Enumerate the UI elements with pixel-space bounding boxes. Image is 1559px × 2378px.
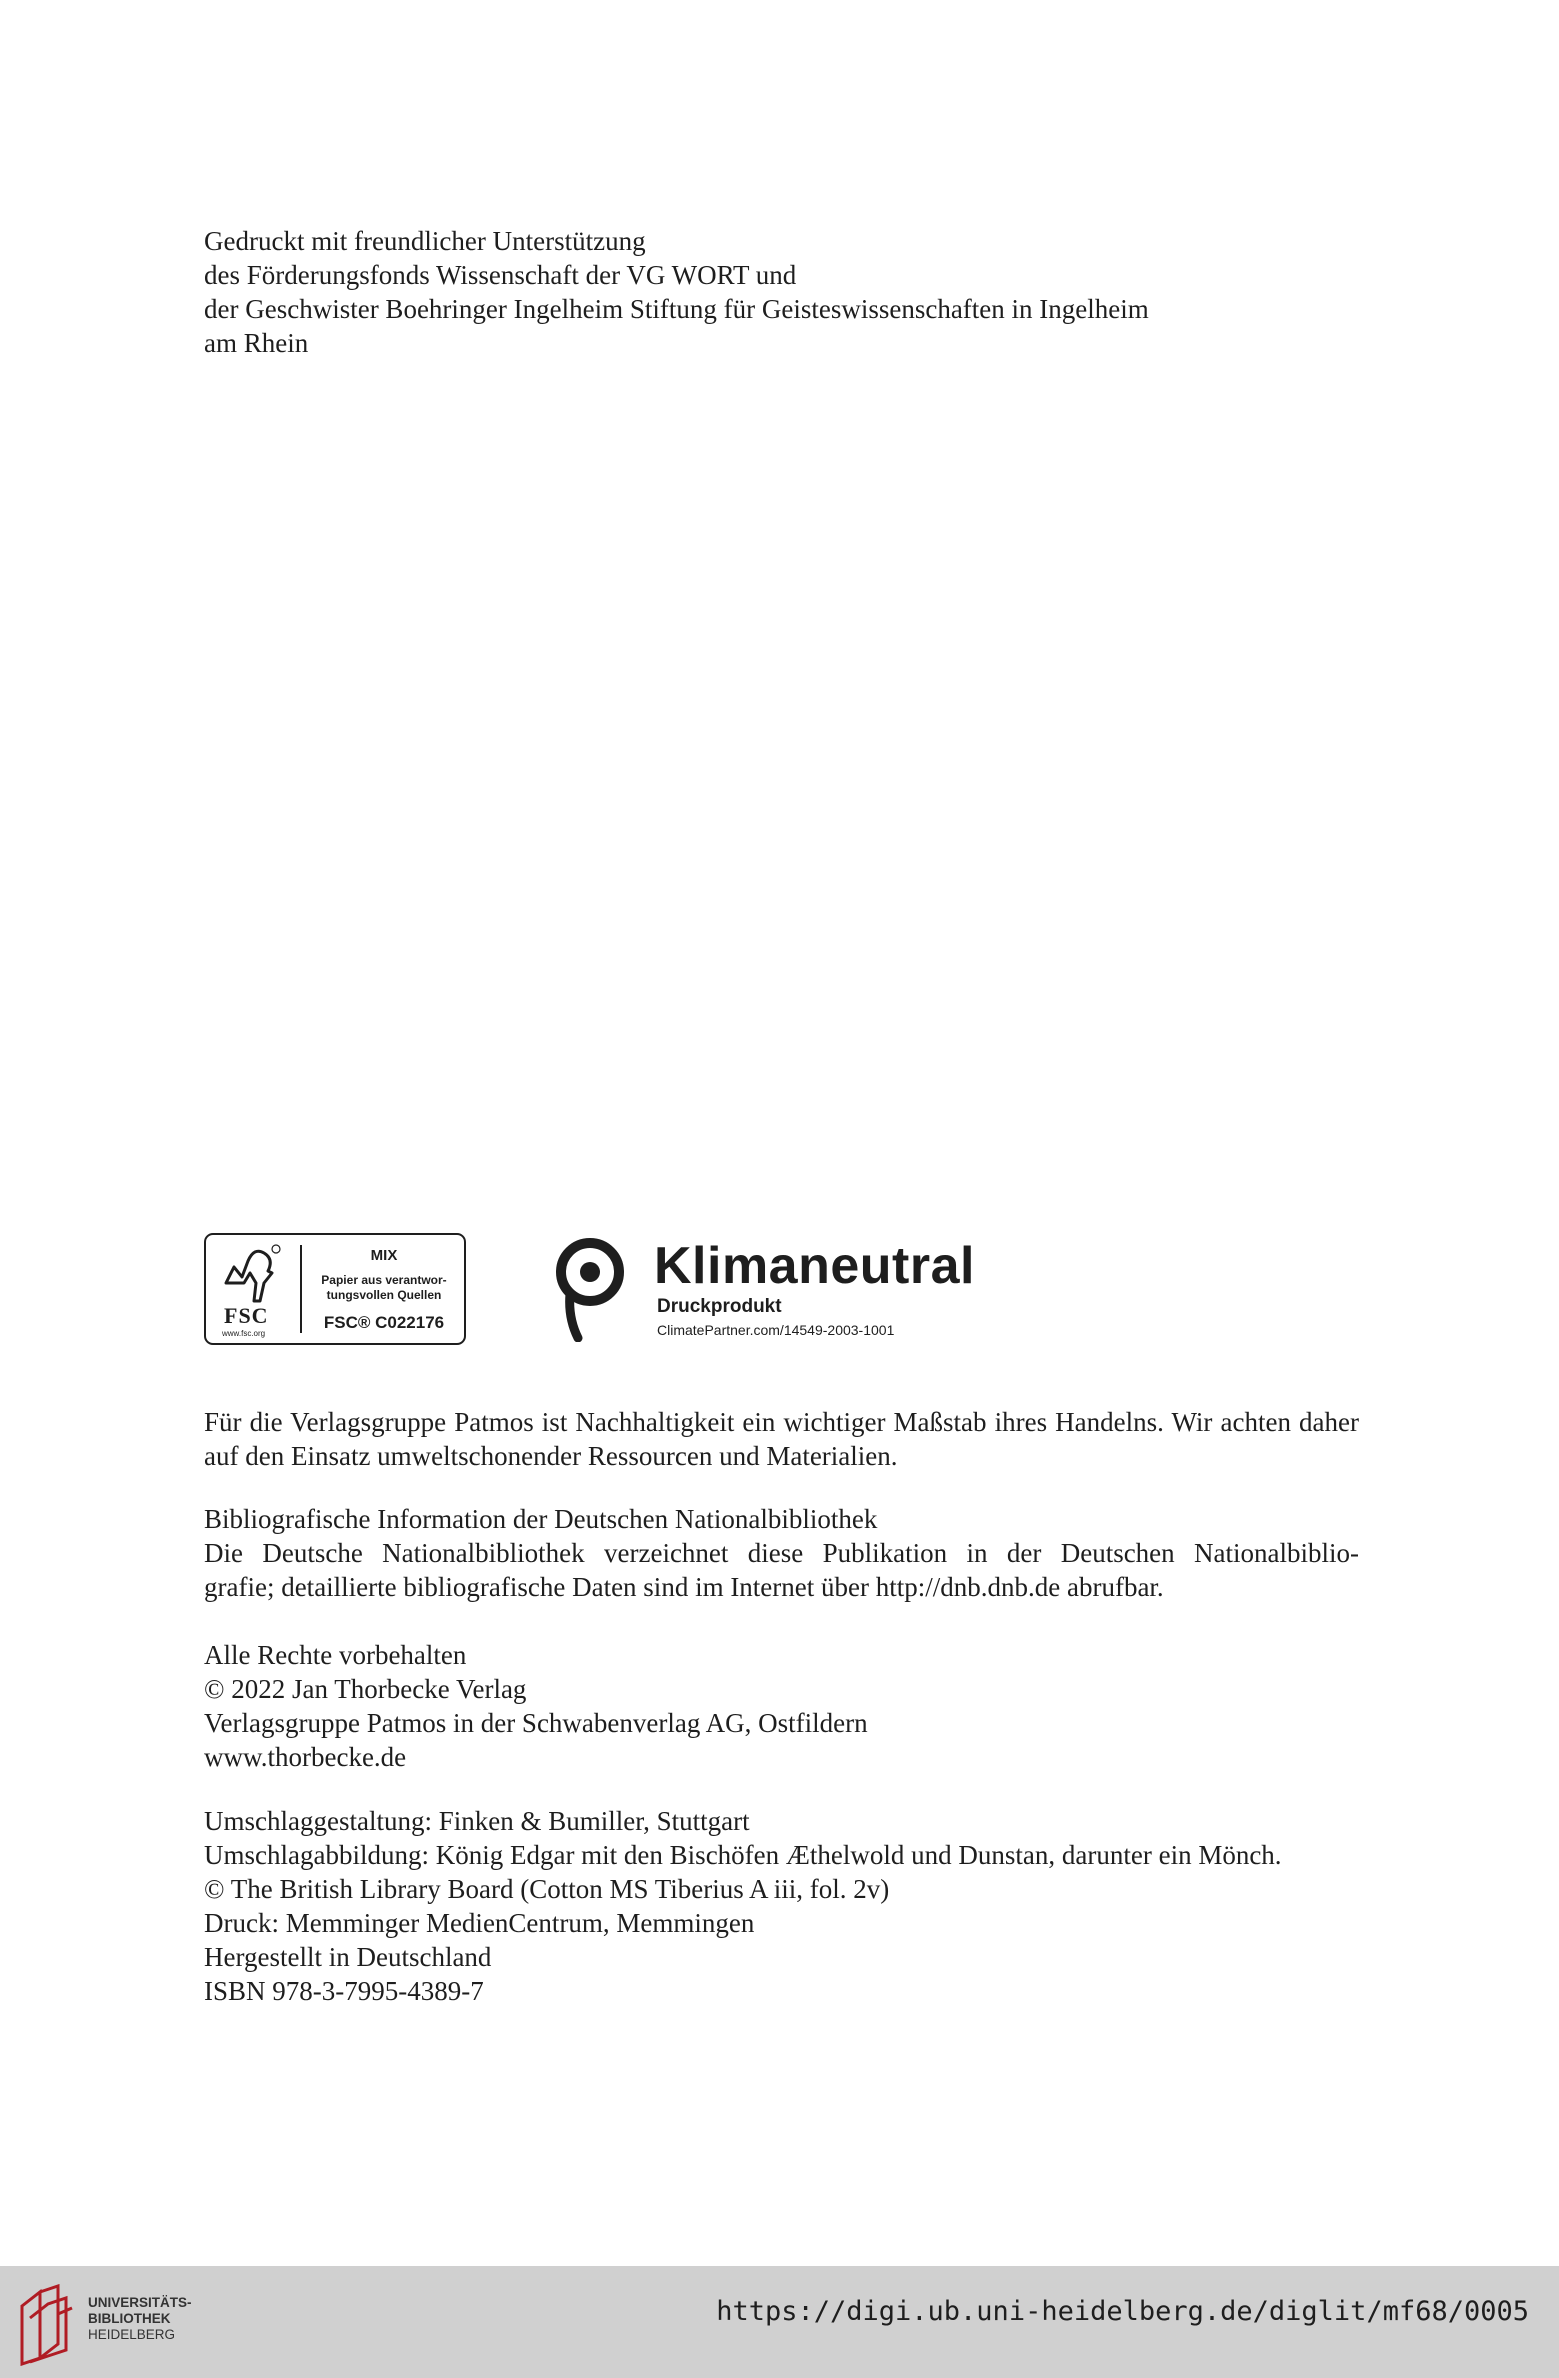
klimaneutral-id: ClimatePartner.com/14549-2003-1001 (657, 1322, 895, 1338)
library-name (88, 2295, 192, 2343)
fsc-logo (204, 1233, 466, 1345)
bibliographic-info (204, 1502, 1359, 1604)
bibliographic-heading: Bibliografische Information der Deutschen Nationalbibliothek (204, 1504, 878, 1534)
funding-note (204, 224, 1359, 360)
fsc-description (302, 1273, 466, 1303)
ub-heidelberg-logo-icon (18, 2284, 76, 2366)
credits-block (204, 1804, 1359, 2008)
publisher-line: Verlagsgruppe Patmos in der Schwabenverlag AG, Ostfildern (204, 1708, 868, 1738)
funding-line: am Rhein (204, 328, 309, 358)
fsc-tree-icon (220, 1243, 282, 1305)
bibliographic-text-line: Die Deutsche Nationalbibliothek verzeichnet diese Publikation in der Deutschen Nationalbiblio- (204, 1538, 1359, 1568)
credit-line: © The British Library Board (Cotton MS Tiberius A iii, fol. 2v) (204, 1874, 890, 1904)
sustainability-note (204, 1405, 1359, 1473)
publisher-website: www.thorbecke.de (204, 1742, 407, 1772)
rights-block (204, 1638, 1359, 1774)
bibliographic-text-line: grafie; detaillierte bibliografische Daten sind im Internet über http://dnb.dnb.de abrufbar. (204, 1572, 1164, 1602)
fsc-description-line: tungsvollen Quellen (326, 1288, 442, 1302)
library-name-line: HEIDELBERG (88, 2327, 176, 2342)
klimaneutral-logo (556, 1238, 1016, 1348)
credit-line: Umschlagabbildung: König Edgar mit den Bischöfen Æthelwold und Dunstan, darunter ein Mönch. (204, 1840, 1282, 1870)
library-name-line: UNIVERSITÄTS- (88, 2295, 192, 2310)
funding-line: des Förderungsfonds Wissenschaft der VG WORT und (204, 260, 797, 290)
klimaneutral-subtitle: Druckprodukt (657, 1296, 782, 1317)
footer-bar (0, 2266, 1559, 2378)
funding-line: der Geschwister Boehringer Ingelheim Stiftung für Geisteswissenschaften in Ingelheim (204, 294, 1149, 324)
fsc-website: www.fsc.org (222, 1329, 266, 1338)
credit-line: Umschlaggestaltung: Finken & Bumiller, Stuttgart (204, 1806, 750, 1836)
sustainability-text: Für die Verlagsgruppe Patmos ist Nachhaltigkeit ein wichtiger Maßstab ihres Handelns. Wir achten daher auf den Einsatz umweltschonender Ressourcen und Materialien. (204, 1407, 1359, 1471)
klimaneutral-title: Klimaneutral (654, 1237, 975, 1295)
fsc-license-code: FSC® C022176 (323, 1313, 445, 1332)
fsc-wordmark: FSC (224, 1303, 269, 1328)
credit-line: Hergestellt in Deutschland (204, 1942, 492, 1972)
permalink-url[interactable]: https://digi.ub.uni-heidelberg.de/diglit/mf68/0005 (716, 2296, 1529, 2327)
funding-line: Gedruckt mit freundlicher Unterstützung (204, 226, 646, 256)
library-name-line: BIBLIOTHEK (88, 2311, 171, 2326)
fsc-mix-label: MIX (370, 1247, 398, 1264)
credit-line: Druck: Memminger MedienCentrum, Memmingen (204, 1908, 755, 1938)
copyright-line: © 2022 Jan Thorbecke Verlag (204, 1674, 527, 1704)
rights-line: Alle Rechte vorbehalten (204, 1640, 467, 1670)
isbn-line: ISBN 978-3-7995-4389-7 (204, 1976, 484, 2006)
fsc-description-line: Papier aus verantwor- (321, 1273, 447, 1287)
climatepartner-icon (556, 1238, 624, 1342)
